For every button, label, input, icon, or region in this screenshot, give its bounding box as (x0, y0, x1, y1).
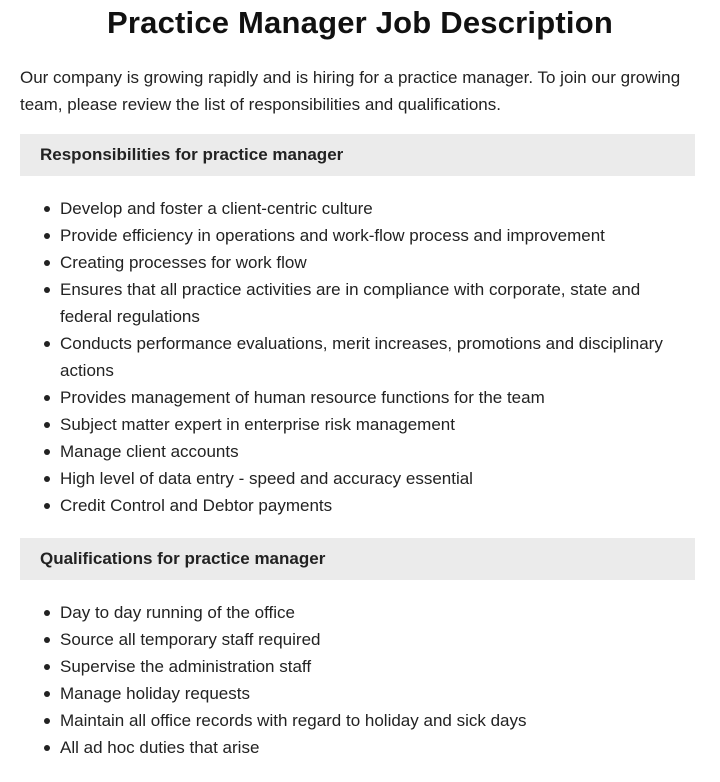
responsibility-item: Subject matter expert in enterprise risk management (60, 411, 695, 438)
qualification-item: Supervise the administration staff (60, 653, 695, 680)
responsibility-item: Provide efficiency in operations and work-flow process and improvement (60, 222, 695, 249)
qualification-item: Manage holiday requests (60, 680, 695, 707)
responsibility-item: High level of data entry - speed and accuracy essential (60, 465, 695, 492)
qualification-item: Maintain all office records with regard to holiday and sick days (60, 707, 695, 734)
responsibility-item: Ensures that all practice activities are in compliance with corporate, state and federal regulations (60, 276, 695, 330)
qualifications-heading: Qualifications for practice manager (20, 538, 695, 580)
responsibilities-list (0, 195, 720, 519)
qualifications-list (0, 599, 720, 761)
responsibilities-heading: Responsibilities for practice manager (20, 134, 695, 176)
responsibility-item: Provides management of human resource functions for the team (60, 384, 695, 411)
responsibility-item: Credit Control and Debtor payments (60, 492, 695, 519)
qualification-item: Day to day running of the office (60, 599, 695, 626)
qualification-item: Source all temporary staff required (60, 626, 695, 653)
page-title: Practice Manager Job Description (106, 5, 613, 40)
responsibility-item: Manage client accounts (60, 438, 695, 465)
responsibility-item: Creating processes for work flow (60, 249, 695, 276)
responsibility-item: Conducts performance evaluations, merit increases, promotions and disciplinary actions (60, 330, 695, 384)
intro-paragraph: Our company is growing rapidly and is hiring for a practice manager. To join our growing team, please review the list of responsibilities and qualifications. (20, 68, 681, 114)
qualification-item: All ad hoc duties that arise (60, 734, 695, 761)
responsibility-item: Develop and foster a client-centric culture (60, 195, 695, 222)
